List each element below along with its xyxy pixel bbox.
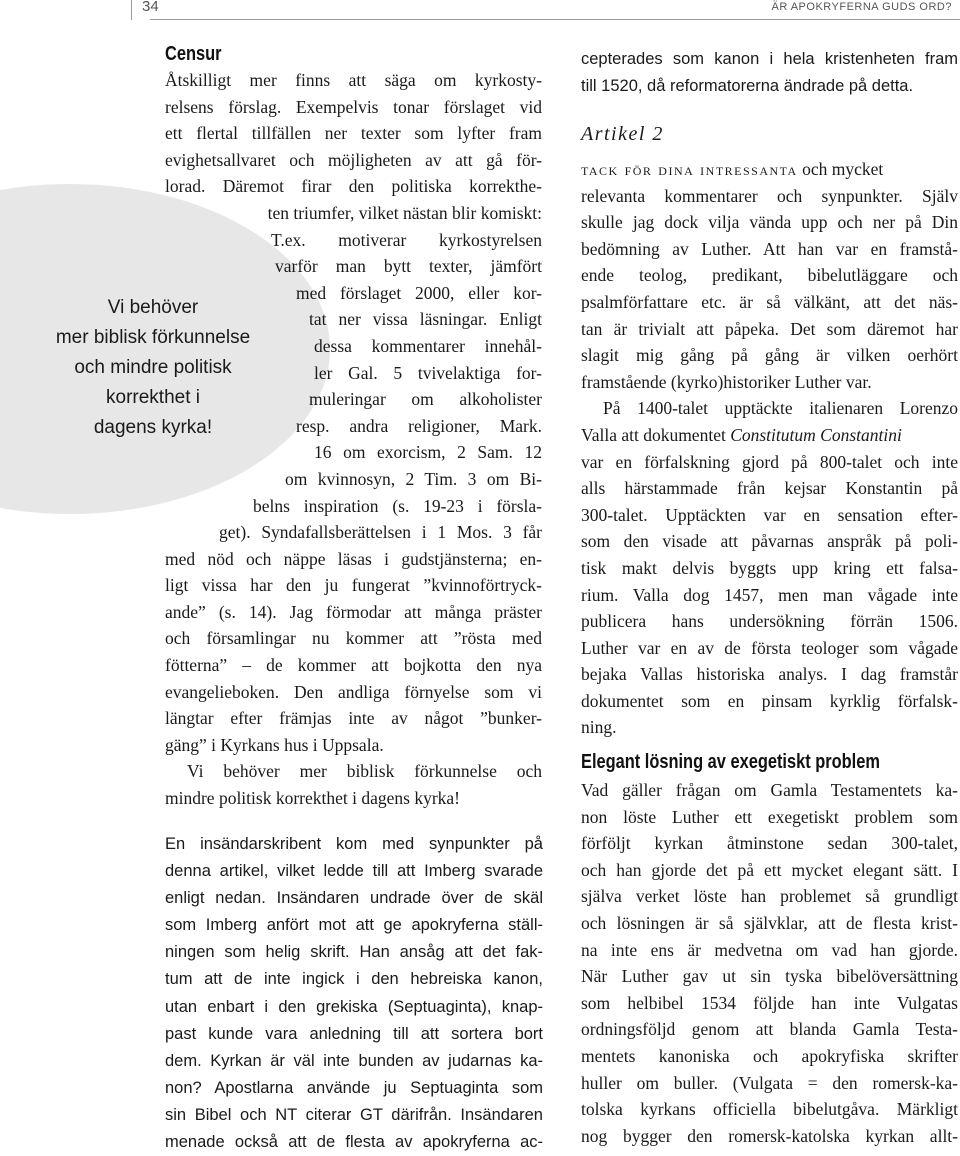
body-line: Vad gäller frågan om Gamla Testamentets ka- [581,780,958,800]
header-divider [131,0,132,20]
body-line: psalmförfattare etc. är så välkänt, att det näs- [581,291,958,312]
intro-line: En insändarskribent kom med synpunkter på [165,835,543,853]
body-line: När Luther gav ut sin tyska bibelöversättning [581,966,958,987]
lead-rest: och mycket [797,159,884,179]
body-line: muleringar om alkoholister [309,389,542,410]
body-line: nog bygger den romersk-katolska kyrkan allt- [581,1125,958,1146]
body-line: ler Gal. 5 tvivelaktiga for- [314,362,542,383]
body-line: varför man bytt texter, jämfört [275,256,542,277]
page-header [0,0,960,28]
body-line: tan är trivialt att påpeka. Det som däremot har [581,318,958,339]
pullquote-line: dagens kyrka! [93,417,213,438]
body-line: huller om buller. (Vulgata = den romersk-ka- [581,1072,958,1093]
intro-line: denna artikel, vilket ledde till att Imberg svarade [165,862,543,881]
body-line: fötterna” – de kommer att bojkotta den nya [165,655,542,676]
intro-line: dem. Kyrkan är väl inte bunden av judarnas ka- [165,1051,543,1070]
page-number: 34 [142,0,159,15]
article-body [581,156,958,741]
intro-line: enligt nedan. Insändaren undrade över de skäl [165,889,543,908]
running-head: ÄR APOKRYFERNA GUDS ORD? [771,1,952,13]
body-line: mentets kanoniska och apokryfiska skrifter [581,1045,958,1066]
body-line: På 1400-talet upptäckte italienaren Lorenzo [603,398,958,419]
body-line: belns inspiration (s. 19-23 i försla- [253,495,542,516]
body-line: bejaka Vallas historiska analys. I dag framstår [581,664,958,685]
reader-intro-continued [581,46,958,100]
body-line: dokumentet som en pinsam kyrklig förfalsk- [581,690,958,711]
body-line: tat ner vissa läsningar. Enligt [309,309,542,330]
document-name: Constitutum Constantini [730,424,902,445]
body-line: förföljt kyrkan åtminstone sedan 300-talet, [581,833,958,854]
body-line: 300-talet. Upptäckten var en sensation efter- [581,504,958,525]
body-line: och han gjorde det på ett mycket elegant sätt. I [581,859,958,880]
pullquote-line: korrekthet i [106,387,200,408]
body-line: ning. [581,717,617,738]
body-line: med förslaget 2000, eller kor- [296,282,542,303]
body-line: Åtskilligt mer finns att säga om kyrkosty- [165,70,542,90]
reader-intro [165,831,543,1156]
body-line: alls härstammade från kejsar Konstantin på [581,478,958,499]
body-line: mindre politisk korrekthet i dagens kyrka! [165,788,460,809]
body-line: relsens förslag. Exempelvis tonar förslaget vid [165,96,542,117]
pullquote-line: och mindre politisk [74,357,232,378]
body-line: var en förfalskning gjord på 800-talet och inte [581,451,958,472]
body-line: ordningsföljd genom att blanda Gamla Testa- [581,1019,958,1040]
body-line: slagit mig gång på gång är vilken oerhört [581,345,958,366]
body-line: med nöd och näppe läsas i gudstjänsterna; en- [165,548,542,569]
body-line: lorad. Däremot firar den politiska korrekthe- [165,176,542,197]
left-body [165,67,542,812]
body-line: och församlingar nu kommer att ”rösta med [165,628,542,649]
body-line: om kvinnosyn, 2 Tim. 3 om Bi- [285,468,542,489]
body-line: ten triumfer, vilket nästan blir komiskt: [267,202,542,223]
body-line: själva verket löste han problemet så grundligt [581,886,958,907]
body-line [581,422,958,449]
body-line: non löste Luther ett exegetiskt problem som [581,806,958,827]
body-line: rium. Valla dog 1457, men man vågade inte [581,584,958,605]
body-line: som den visade att påvarnas anspråk på poli- [581,531,958,552]
line-text: Valla att dokumentet [581,424,731,445]
pullquote-line: mer biblisk förkunnelse [55,327,251,348]
body-line: evighetsallvaret och möjligheten av att gå för- [165,149,542,170]
body-line [581,156,958,183]
intro-line: cepterades som kanon i hela kristenheten fram [581,50,958,68]
body-line: ande” (s. 14). Jag förmodar att många präster [165,601,542,622]
intro-line: utan enbart i den grekiska (Septuaginta), knap- [165,997,543,1016]
header-rule [150,19,960,20]
body-line: som helbibel 1534 följde han inte Vulgatas [581,992,958,1013]
body-line: T.ex. motiverar kyrkostyrelsen [271,229,542,250]
body-line: resp. andra religioner, Mark. [296,415,542,436]
body-line: ende teolog, predikant, bibelutläggare och [581,265,958,286]
body-line: publicera hans undersökning förrän 1506. [581,611,958,632]
intro-line: som Imberg anfört mot att ge apokryferna ställ- [165,916,543,935]
body-line: get). Syndafallsberättelsen i 1 Mos. 3 får [219,522,542,543]
section2-body [581,777,958,1149]
body-line: Luther var en av de första teologer som vågade [581,637,958,658]
body-line: ligt vissa har den ju fungerat ”kvinnoförtryck- [165,575,542,596]
section-heading-censur: Censur [165,43,222,65]
body-line: evangelieboken. Den andliga förnyelse som vi [165,681,542,702]
intro-line: ningen som helig skrift. Han ansåg att det fak- [165,943,543,962]
body-line: dessa kommentarer innehål- [314,335,542,356]
body-line: bedömning av Luther. Att han var en framstå- [581,238,958,259]
body-line: 16 om exorcism, 2 Sam. 12 [314,442,542,463]
body-line: framstående (kyrko)historiker Luther var. [581,371,872,392]
body-line: gäng” i Kyrkans hus i Uppsala. [165,734,384,755]
body-line: och lösningen är så självklar, att de flesta krist- [581,912,958,933]
body-line: Vi behöver mer biblisk förkunnelse och [187,761,542,782]
body-line: ett flertal tillfällen ner texter som lyfter fram [165,123,542,144]
intro-line: menade också att de flesta av apokryferna ac- [165,1133,543,1152]
article-title: Artikel 2 [581,123,664,145]
body-line: skulle jag dock vilja vända upp och ner på Din [581,212,958,233]
intro-line: non? Apostlarna använde ju Septuaginta som [165,1078,543,1097]
intro-line: tum att de inte ingick i den hebreiska kanon, [165,970,543,989]
intro-line: past kunde vara anledning till att sortera bort [165,1024,543,1043]
body-line: tisk makt delvis byggts upp kring ett falsa- [581,557,958,578]
section-heading-elegant: Elegant lösning av exegetiskt problem [581,751,880,773]
intro-line: till 1520, då reformatorerna ändrade på detta. [581,77,914,96]
body-line: na inte ens är medvetna om vad han gjorde. [581,939,958,960]
body-line: tolska kyrkans officiella bibelutgåva. Märkligt [581,1099,958,1120]
body-line: relevanta kommentarer och synpunkter. Själv [581,185,958,206]
intro-line: sin Bibel och NT citerar GT därifrån. Insändaren [165,1105,543,1124]
body-line: längtar efter främjas inte av något ”bunker- [165,708,542,729]
pullquote-line: Vi behöver [107,297,199,318]
lead-smallcaps: tack för dina intressanta [581,159,798,179]
